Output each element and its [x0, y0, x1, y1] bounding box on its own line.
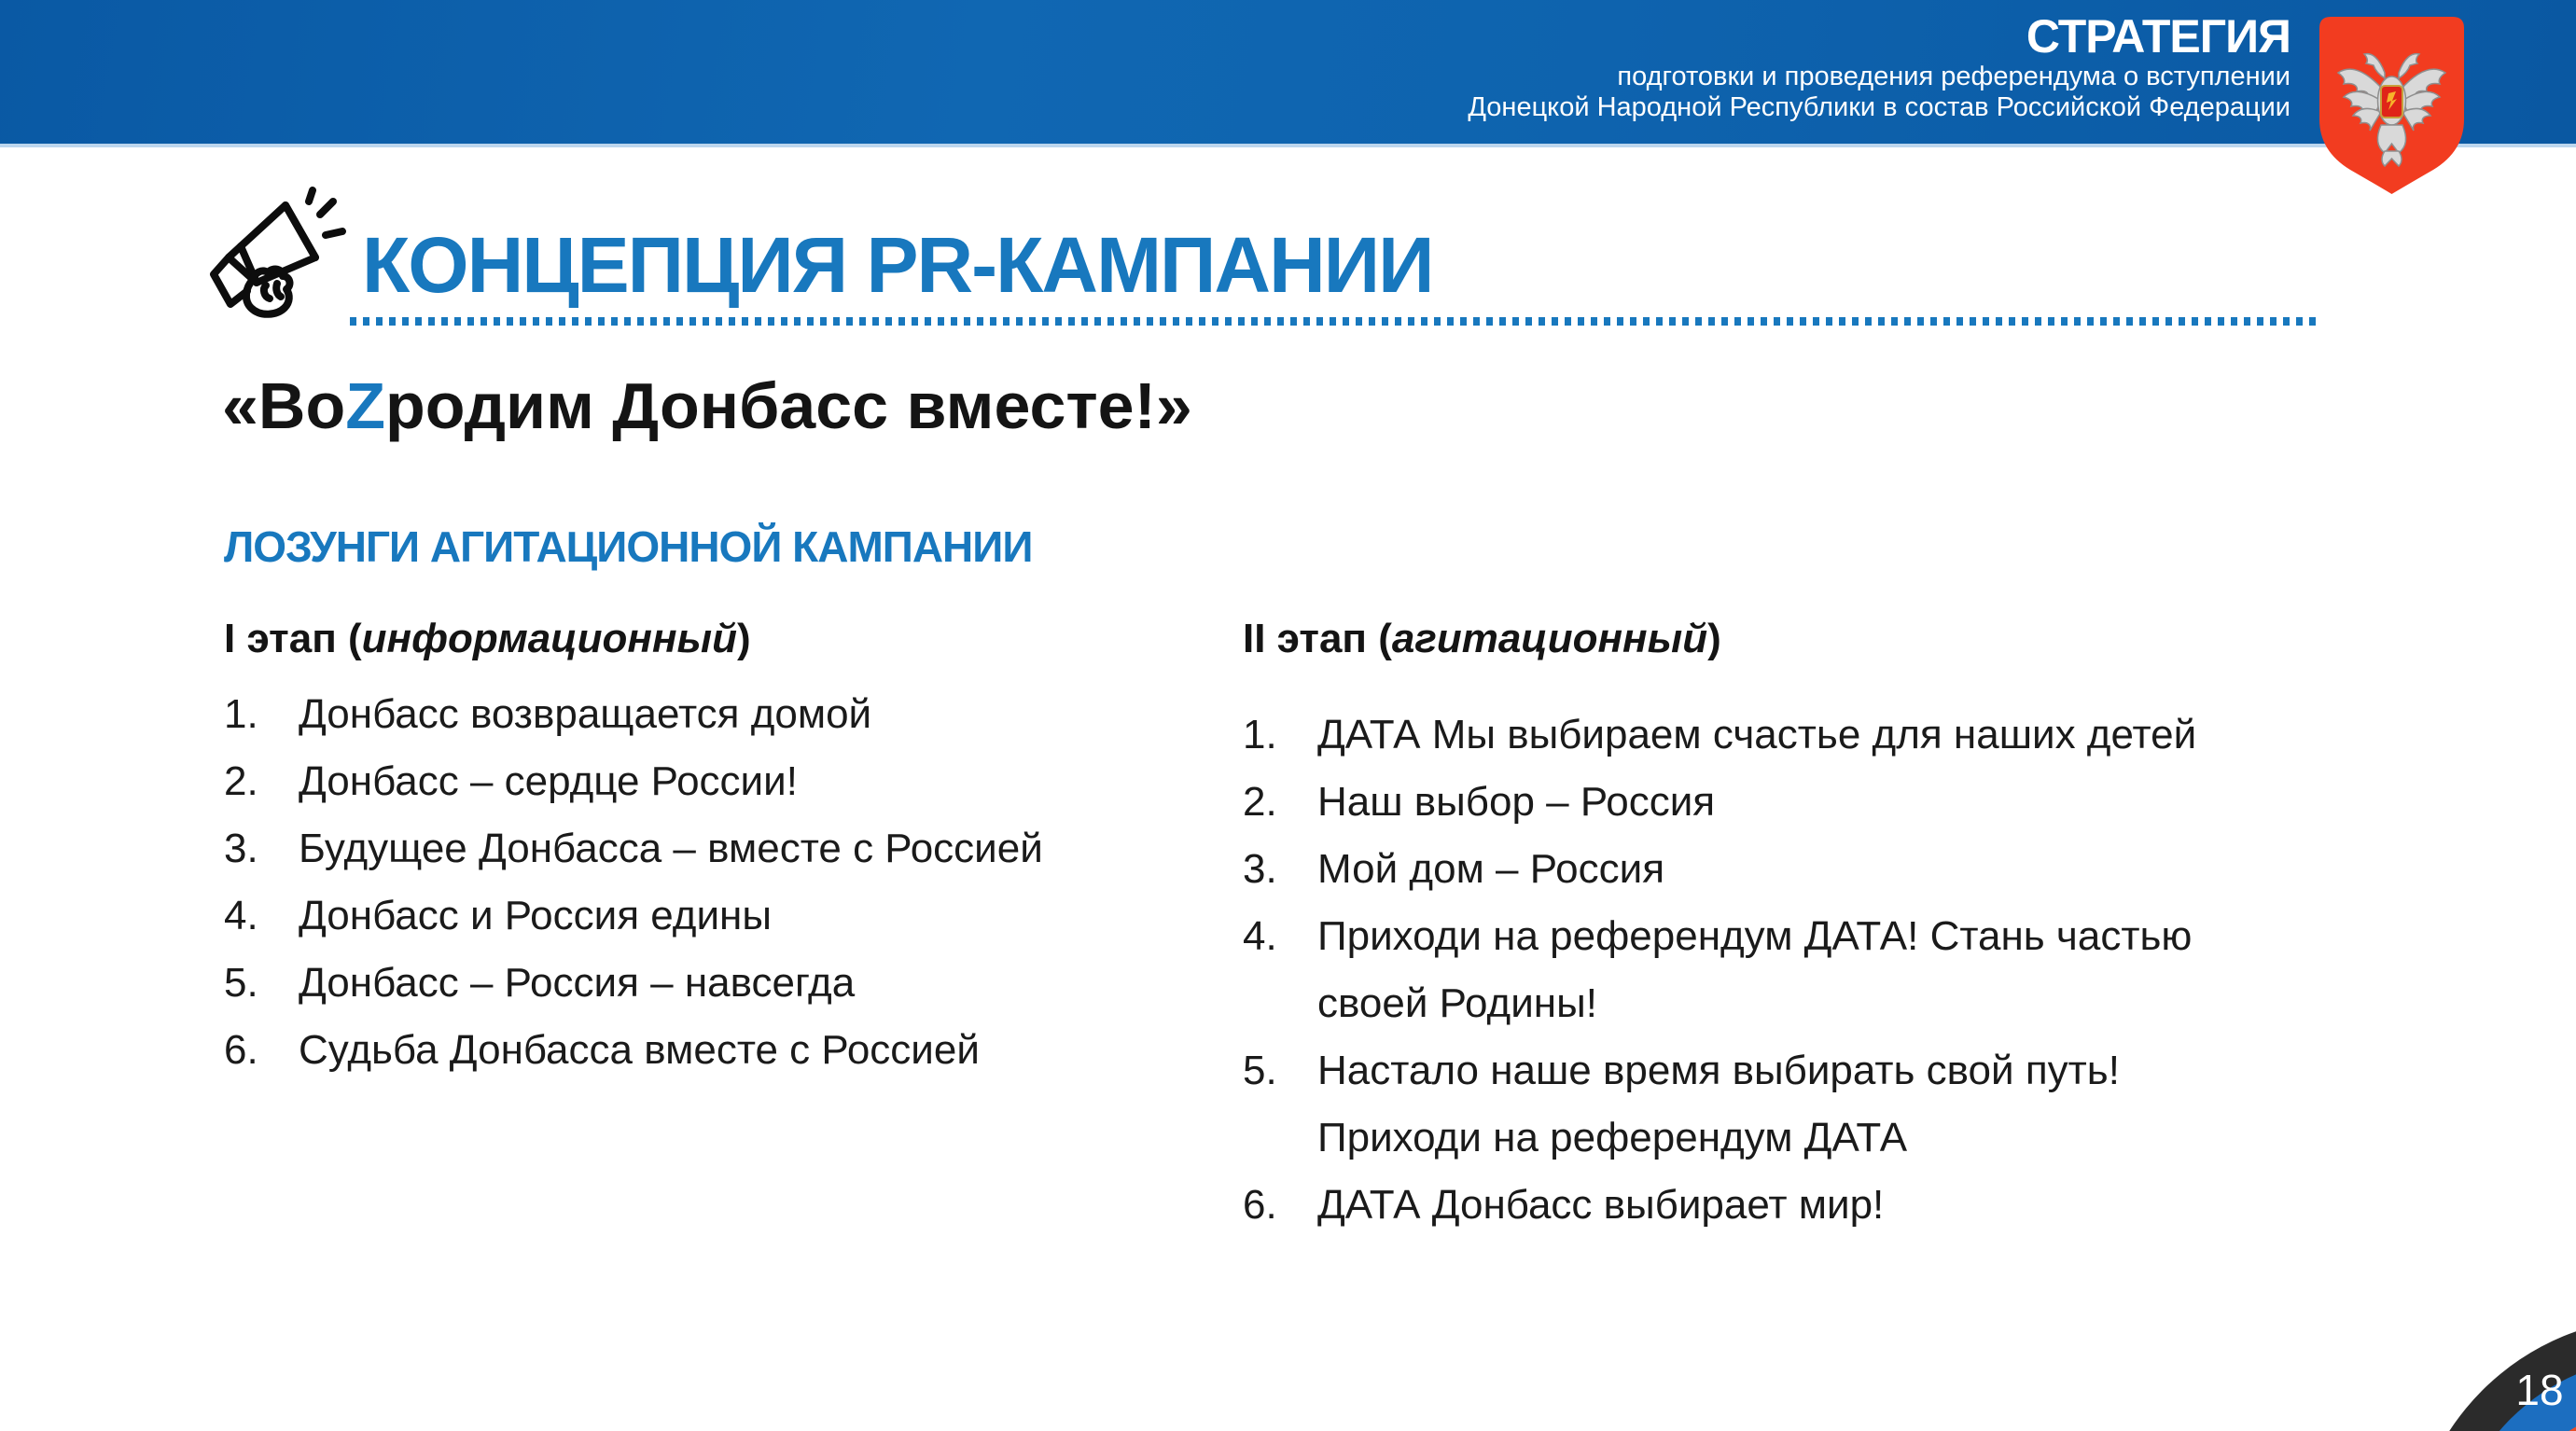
list-item — [1243, 702, 2269, 769]
list-item — [1243, 903, 2269, 1037]
stage2-heading-prefix: II этап ( — [1243, 616, 1392, 661]
list-item — [224, 1017, 1250, 1084]
page-number: 18 — [2515, 1366, 2564, 1414]
stage1-heading-prefix: I этап ( — [224, 616, 362, 661]
stage1-heading — [224, 611, 751, 667]
stage1-heading-italic: информационный — [361, 616, 737, 661]
list-item-text: ДАТА Мы выбираем счастье для наших детей — [1317, 712, 2197, 757]
list-item-text: Донбасс – сердце России! — [299, 758, 798, 804]
slogan-prefix: «Во — [222, 369, 346, 442]
list-item-text: ДАТА Донбасс выбирает мир! — [1317, 1182, 1885, 1228]
list-item-number: 1. — [224, 691, 258, 737]
stage2-list — [1243, 702, 2269, 1239]
section-heading: ЛОЗУНГИ АГИТАЦИОННОЙ КАМПАНИИ — [224, 522, 1033, 571]
list-item — [224, 748, 1250, 815]
list-item — [1243, 1172, 2269, 1239]
stage1-list — [224, 681, 1250, 1084]
page-title: КОНЦЕПЦИЯ PR-КАМПАНИИ — [362, 221, 1433, 309]
title-underline — [350, 317, 2317, 326]
header-text-block — [1468, 11, 2291, 123]
list-item-text: Приходи на референдум ДАТА! Стань частью своей Родины! — [1317, 913, 2193, 1026]
header-subtitle-line1: подготовки и проведения референдума о вступлении — [1617, 62, 2291, 91]
list-item-text: Наш выбор – Россия — [1317, 779, 1716, 825]
list-item-number: 6. — [1243, 1182, 1277, 1228]
list-item — [224, 681, 1250, 748]
list-item-number: 4. — [1243, 913, 1277, 959]
list-item-number: 1. — [1243, 712, 1277, 757]
slogan-z-letter: Z — [345, 369, 386, 442]
list-item-number: 6. — [224, 1027, 258, 1073]
header-subtitle-line2: Донецкой Народной Республики в состав Российской Федерации — [1468, 92, 2291, 122]
list-item-text: Донбасс – Россия – навсегда — [299, 960, 856, 1006]
list-item-number: 3. — [1243, 846, 1277, 892]
list-item-number: 4. — [224, 893, 258, 938]
list-item-text: Судьба Донбасса вместе с Россией — [299, 1027, 980, 1073]
list-item-number: 3. — [224, 826, 258, 871]
stage2-heading-italic: агитационный — [1391, 616, 1708, 661]
list-item-text: Донбасс возвращается домой — [299, 691, 872, 737]
coat-of-arms-icon — [2316, 15, 2468, 196]
list-item-text: Будущее Донбасса – вместе с Россией — [299, 826, 1043, 871]
list-item-text: Донбасс и Россия едины — [299, 893, 772, 938]
list-item — [224, 882, 1250, 950]
header-bar — [0, 0, 2576, 147]
list-item — [1243, 1037, 2269, 1172]
header-title: СТРАТЕГИЯ — [2026, 10, 2291, 63]
list-item — [1243, 769, 2269, 836]
list-item-number: 5. — [224, 960, 258, 1006]
list-item — [224, 950, 1250, 1017]
list-item-text: Настало наше время выбирать свой путь! Приходи на референдум ДАТА — [1317, 1048, 2120, 1160]
megaphone-icon — [191, 187, 348, 343]
list-item-number: 5. — [1243, 1048, 1277, 1093]
list-item — [1243, 836, 2269, 903]
list-item-text: Мой дом – Россия — [1317, 846, 1665, 892]
list-item-number: 2. — [224, 758, 258, 804]
list-item-number: 2. — [1243, 779, 1277, 825]
stage2-heading — [1243, 611, 1721, 667]
slogan-suffix: родим Донбасс вместе!» — [385, 369, 1192, 442]
list-item — [224, 815, 1250, 882]
stage1-heading-suffix: ) — [737, 616, 751, 661]
stage2-heading-suffix: ) — [1707, 616, 1721, 661]
campaign-slogan — [222, 366, 1192, 446]
